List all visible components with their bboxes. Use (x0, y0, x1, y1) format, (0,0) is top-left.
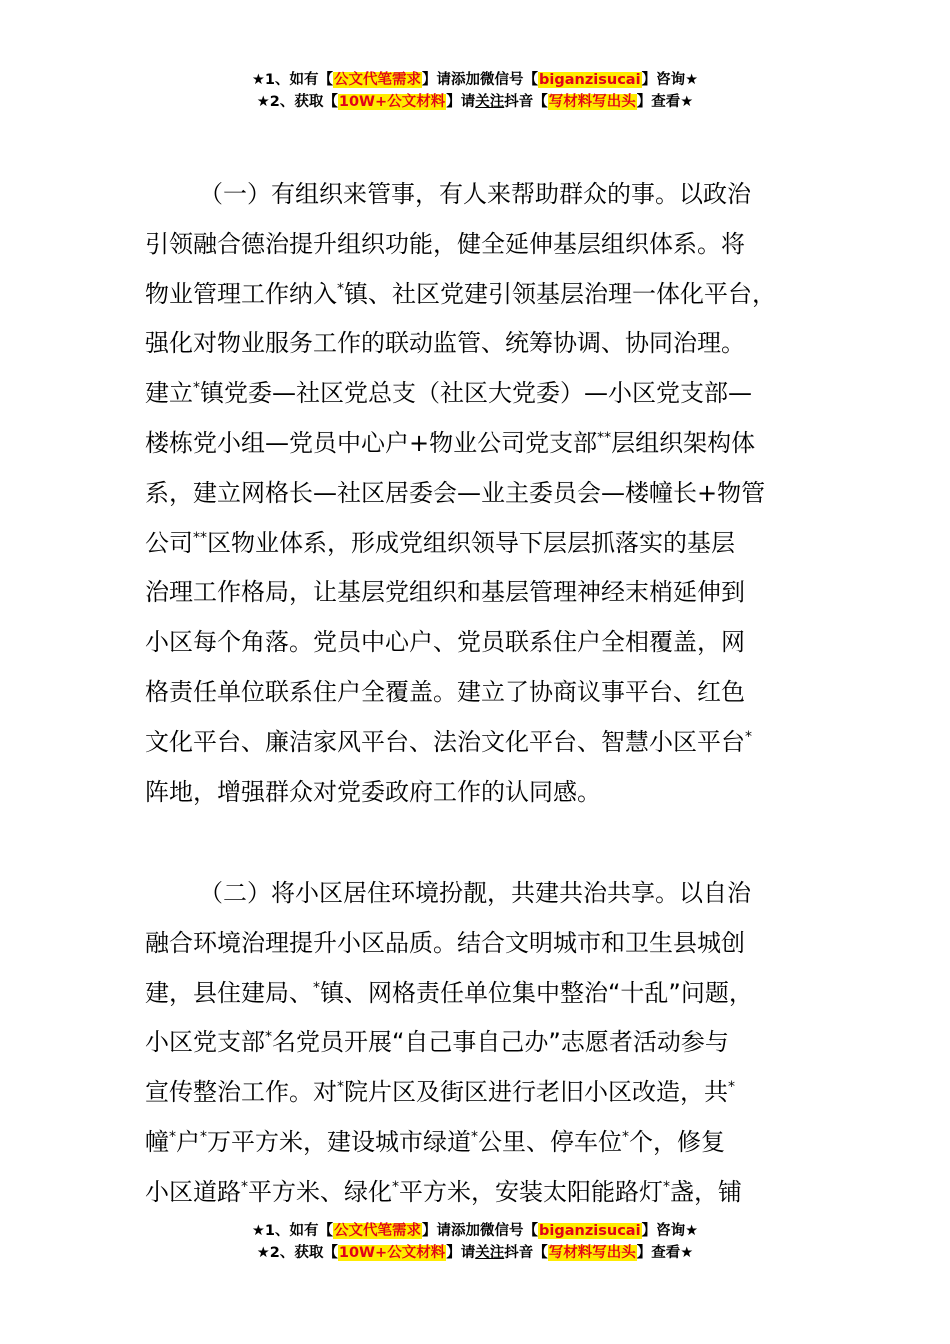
text-line: 小区道路*平方米、绿化*平方米，安装太阳能路灯*盏，铺 (145, 1177, 742, 1206)
banner-text: ★2、获取【 (256, 1245, 338, 1261)
banner-text: 抖音【 (504, 1245, 548, 1261)
text-line: 引领融合德治提升组织功能，健全延伸基层组织体系。将 (145, 229, 745, 258)
banner-text: 抖音【 (504, 94, 548, 110)
text-line: （二）将小区居住环境扮靓，共建共治共享。以自治 (199, 879, 751, 907)
banner-line-2 (0, 1242, 950, 1264)
banner-text: ★1、如有【 (251, 72, 334, 88)
banner-text: 】请 (446, 1245, 476, 1261)
banner-highlight: 10W+公文材料 (338, 94, 446, 110)
text-line: 阵地，增强群众对党委政府工作的认同感。 (145, 777, 601, 806)
text-line: 系，建立网格长—社区居委会—业主委员会—楼幢长+物管 (145, 478, 766, 507)
text-line: 宣传整治工作。对*院片区及街区进行老旧小区改造，共* (145, 1078, 735, 1107)
banner-text: 】请 (446, 94, 476, 110)
paragraph-1 (145, 170, 835, 817)
banner-underlined-text: 关注 (475, 1245, 505, 1261)
banner-text: ★2、获取【 (256, 94, 338, 110)
text-line: 建，县住建局、*镇、网格责任单位集中整治“十乱”问题， (145, 978, 753, 1007)
wechat-id-highlight: biganzisucai (539, 72, 641, 88)
footer-banner (0, 1220, 950, 1264)
banner-text: ★1、如有【 (251, 1223, 334, 1239)
banner-underlined-text: 关注 (475, 94, 505, 110)
paragraph-2 (145, 869, 835, 1218)
text-line: 治理工作格局，让基层党组织和基层管理神经末梢延伸到 (145, 578, 745, 607)
banner-text: 】请添加微信号【 (422, 1223, 539, 1239)
banner-line-2 (0, 91, 950, 113)
banner-highlight: 公文代笔需求 (334, 72, 422, 88)
text-line: 楼栋党小组—党员中心户+物业公司党支部**层组织架构体 (145, 428, 756, 457)
douyin-account-highlight: 写材料写出头 (548, 94, 636, 110)
text-line: 融合环境治理提升小区品质。结合文明城市和卫生县城创 (145, 928, 745, 957)
banner-highlight: 公文代笔需求 (334, 1223, 422, 1239)
banner-text: 】咨询★ (641, 1223, 699, 1239)
text-line: 公司**区物业体系，形成党组织领导下层层抓落实的基层 (145, 528, 735, 557)
text-line: 强化对物业服务工作的联动监管、统筹协调、协同治理。 (145, 329, 745, 358)
banner-text: 】请添加微信号【 (422, 72, 539, 88)
text-line: 物业管理工作纳入*镇、社区党建引领基层治理一体化平台， (145, 279, 776, 308)
douyin-account-highlight: 写材料写出头 (548, 1245, 636, 1261)
text-line: 小区每个角落。党员中心户、党员联系住户全相覆盖，网 (145, 628, 745, 657)
banner-text: 】查看★ (636, 94, 694, 110)
header-banner (0, 69, 950, 113)
banner-highlight: 10W+公文材料 (338, 1245, 446, 1261)
text-line: 建立*镇党委—社区党总支（社区大党委）—小区党支部— (145, 379, 752, 408)
banner-line-1 (0, 1220, 950, 1242)
wechat-id-highlight: biganzisucai (539, 1223, 641, 1239)
banner-line-1 (0, 69, 950, 91)
banner-text: 】咨询★ (641, 72, 699, 88)
text-line: 幢*户*万平方米，建设城市绿道*公里、停车位*个，修复 (145, 1127, 725, 1156)
text-line: 小区党支部*名党员开展“自己事自己办”志愿者活动参与 (145, 1028, 729, 1057)
banner-text: 】查看★ (636, 1245, 694, 1261)
text-line: （一）有组织来管事，有人来帮助群众的事。以政治 (199, 180, 751, 208)
text-line: 文化平台、廉洁家风平台、法治文化平台、智慧小区平台* (145, 727, 752, 756)
text-line: 格责任单位联系住户全覆盖。建立了协商议事平台、红色 (145, 677, 745, 706)
